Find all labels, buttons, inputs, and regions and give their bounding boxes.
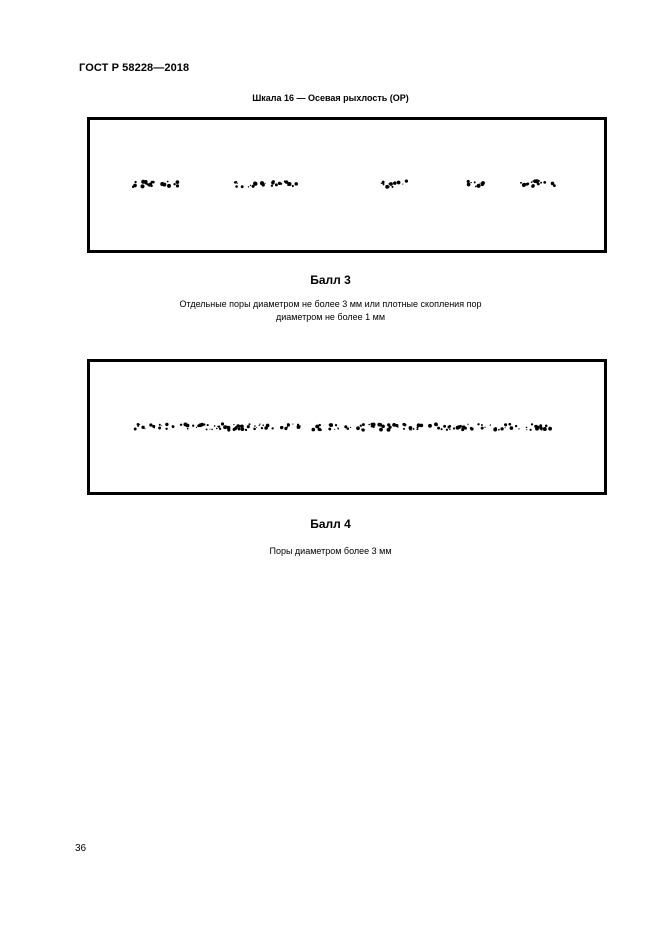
pore-dot: [467, 424, 468, 425]
pore-dot: [474, 181, 476, 183]
pore-dot: [167, 184, 171, 188]
pore-dot: [318, 428, 321, 431]
pore-dot: [233, 424, 234, 425]
grade-4-title: Балл 4: [310, 517, 351, 531]
pore-dot: [397, 181, 401, 185]
pore-dot: [133, 184, 137, 188]
pore-cluster: [134, 422, 552, 431]
page-number: 36: [75, 843, 87, 854]
pore-cluster: [520, 179, 556, 188]
pore-dot: [504, 423, 507, 426]
pore-dot: [385, 185, 389, 189]
pore-dot: [137, 423, 140, 426]
pore-dot: [535, 179, 539, 183]
pore-dot: [335, 424, 337, 426]
pore-dot: [481, 427, 484, 430]
pore-dot: [548, 427, 552, 431]
pore-dot: [264, 183, 265, 184]
pore-dot: [470, 182, 471, 183]
pore-dot: [141, 426, 144, 429]
pore-dot: [360, 425, 362, 427]
pore-dot: [161, 425, 162, 426]
pore-dot: [211, 429, 213, 431]
pore-dot: [264, 426, 268, 430]
grade-3-description-line: диаметром не более 1 мм: [275, 312, 386, 322]
pore-dot: [539, 424, 542, 427]
pore-dot: [262, 183, 265, 186]
pore-dot: [154, 427, 155, 428]
pore-dot: [448, 427, 449, 428]
pore-dot: [449, 429, 451, 431]
pore-dot: [192, 425, 194, 427]
pore-dot: [389, 182, 393, 186]
pore-dot: [350, 427, 351, 428]
pore-dot: [378, 423, 382, 427]
pore-dot: [389, 186, 390, 187]
pore-dot: [240, 425, 244, 429]
pore-dot: [262, 424, 264, 426]
pore-dot: [510, 426, 514, 430]
pore-dot: [318, 424, 320, 426]
pore-dot: [203, 423, 205, 425]
pore-dot: [543, 181, 546, 184]
pore-dot: [409, 426, 410, 427]
pore-dot: [235, 181, 237, 183]
pore-dot: [254, 425, 256, 427]
radiograph-panel-grade-4: [87, 359, 607, 495]
pore-dot: [140, 184, 144, 188]
pore-dot: [402, 423, 405, 426]
pore-dot: [248, 423, 250, 425]
pore-dot: [526, 427, 528, 429]
pore-dot: [505, 427, 506, 428]
pore-dot: [477, 423, 479, 425]
pore-cluster: [381, 179, 408, 188]
pore-dot: [248, 186, 249, 187]
pore-dot: [457, 425, 461, 429]
pore-dot: [553, 184, 556, 187]
pore-dot: [436, 424, 438, 426]
pore-dot: [287, 426, 289, 428]
pore-dot: [284, 180, 286, 182]
pore-dot: [250, 185, 251, 186]
grade-4-description: [0, 545, 661, 558]
pore-dot: [134, 181, 136, 183]
pore-dot: [272, 180, 275, 183]
pore-dot: [271, 185, 273, 187]
pore-dot: [402, 184, 403, 185]
pore-dot: [245, 429, 247, 431]
pore-dot: [296, 183, 298, 185]
pore-dot: [409, 426, 413, 430]
pore-dot: [541, 429, 543, 431]
pore-dot: [159, 424, 161, 426]
pore-dot: [417, 423, 421, 427]
grade-3-title: Балл 3: [310, 273, 351, 287]
pore-dot: [167, 181, 169, 183]
pore-dot: [382, 183, 384, 185]
pore-dot: [449, 425, 452, 428]
pore-dot: [221, 422, 224, 425]
pore-dot: [443, 425, 446, 428]
pore-dot: [381, 182, 383, 184]
pore-dot: [524, 183, 526, 185]
pore-dot: [481, 424, 483, 426]
pore-dot: [361, 429, 363, 431]
pore-dot: [329, 423, 332, 426]
pore-dot: [144, 428, 145, 429]
pore-dot: [287, 185, 288, 186]
pore-dot: [500, 427, 503, 430]
pore-dot: [176, 184, 179, 187]
pore-dot: [227, 428, 230, 431]
pore-dot: [180, 424, 182, 426]
pore-dot: [297, 424, 299, 426]
pore-dot: [271, 427, 273, 429]
pore-cluster: [234, 180, 298, 188]
pore-dot: [312, 428, 316, 432]
pore-dot: [176, 180, 180, 184]
pore-dot: [416, 428, 418, 430]
pore-dot: [233, 428, 236, 431]
pore-dot: [518, 428, 519, 429]
pore-dot: [223, 425, 227, 429]
document-standard-header: ГОСТ Р 58228—2018: [79, 62, 190, 74]
pore-dot: [344, 425, 347, 428]
pore-dot: [508, 423, 511, 426]
pore-dot: [531, 185, 534, 188]
pore-dot: [403, 428, 405, 430]
pore-dot: [391, 186, 393, 188]
pore-dot: [145, 182, 147, 184]
pore-dot: [146, 183, 148, 185]
pore-dot: [158, 427, 161, 430]
pore-chain-figure: [90, 362, 604, 492]
pore-dot: [259, 425, 260, 426]
pore-dot: [393, 181, 397, 185]
pore-dot: [237, 183, 238, 184]
pore-dot: [292, 185, 294, 187]
pore-dot: [261, 427, 263, 429]
pore-dot: [484, 427, 485, 428]
pore-dot: [300, 425, 301, 426]
pore-dot: [172, 425, 175, 428]
pore-dot: [288, 182, 292, 186]
pore-dot: [328, 428, 331, 431]
pore-dot: [198, 423, 202, 427]
pore-dot: [259, 424, 260, 425]
pore-dot: [475, 186, 477, 188]
pore-dot: [196, 427, 197, 428]
pore-dot: [545, 425, 548, 428]
pore-dot: [134, 428, 137, 431]
pore-dot: [165, 423, 168, 426]
pore-dot: [477, 184, 481, 188]
pore-dot: [209, 429, 210, 430]
pore-dot: [150, 425, 152, 427]
pore-dot: [397, 426, 399, 428]
pore-dot: [253, 428, 256, 431]
pore-dot: [462, 425, 466, 429]
pore-dot: [356, 426, 360, 430]
pore-dot: [280, 426, 283, 429]
pore-dot: [217, 426, 218, 427]
pore-dot: [467, 180, 470, 183]
pore-dot: [187, 428, 189, 430]
pore-dot: [256, 427, 257, 428]
pore-dot: [362, 423, 365, 426]
scale-title: Шкала 16 — Осевая рыхлость (ОР): [252, 93, 409, 103]
pore-dot: [493, 428, 497, 432]
pore-dot: [372, 423, 376, 427]
pore-dot: [150, 185, 152, 187]
pore-cluster: [132, 180, 179, 189]
pore-dot: [405, 179, 408, 182]
pore-dot: [183, 422, 187, 426]
pore-dot: [520, 182, 522, 184]
pore-dot: [338, 428, 340, 430]
pore-dot: [275, 183, 278, 186]
pore-dot: [219, 428, 221, 430]
pore-dot: [216, 428, 218, 430]
pore-dot: [526, 183, 529, 186]
pore-dot: [334, 429, 335, 430]
pore-dot: [531, 181, 533, 183]
pore-cluster: [467, 180, 485, 188]
pore-dot: [173, 183, 175, 185]
pore-dot: [160, 182, 164, 186]
pore-dot: [437, 427, 440, 430]
pore-dot: [540, 182, 542, 184]
pore-dot: [287, 423, 290, 426]
pore-dot: [165, 428, 167, 430]
grade-4-description-line: Поры диаметром более 3 мм: [269, 546, 392, 556]
pore-dot: [392, 423, 396, 427]
pore-dot: [446, 429, 448, 431]
pore-dot: [206, 428, 208, 430]
pore-dot: [467, 183, 471, 187]
pore-dot: [515, 425, 517, 427]
radiograph-panel-grade-3: [87, 117, 607, 253]
pore-dot: [453, 427, 455, 429]
pore-dot: [490, 424, 491, 425]
pore-dot: [368, 424, 370, 426]
pore-dot: [214, 425, 216, 427]
pore-dot: [480, 183, 481, 184]
pore-dot: [280, 183, 282, 185]
pore-dot: [428, 424, 432, 428]
pore-dot: [389, 426, 392, 429]
pore-dot: [413, 428, 415, 430]
pore-dot: [238, 428, 241, 431]
pore-dot: [529, 429, 531, 431]
pore-dot: [536, 426, 539, 429]
grade-3-description-line: Отдельные поры диаметром не более 3 мм или плотные скопления пор: [179, 299, 482, 309]
pore-dot: [207, 424, 209, 426]
pore-dot: [498, 429, 500, 431]
pore-dot: [292, 424, 293, 425]
pore-dot: [151, 182, 153, 184]
pore-dot: [409, 429, 410, 430]
pore-dot: [441, 428, 443, 430]
pore-dot: [543, 427, 547, 431]
pore-dot: [531, 423, 533, 425]
pore-dot: [380, 428, 383, 431]
pore-dot: [526, 429, 527, 430]
pore-dot: [247, 425, 250, 428]
pore-dot: [470, 427, 473, 430]
pore-dot: [253, 182, 257, 186]
pore-dot: [481, 183, 484, 186]
pore-dot: [235, 185, 238, 188]
pore-clusters-figure: [90, 120, 604, 250]
grade-3-description: [0, 298, 661, 324]
pore-dot: [241, 185, 244, 188]
